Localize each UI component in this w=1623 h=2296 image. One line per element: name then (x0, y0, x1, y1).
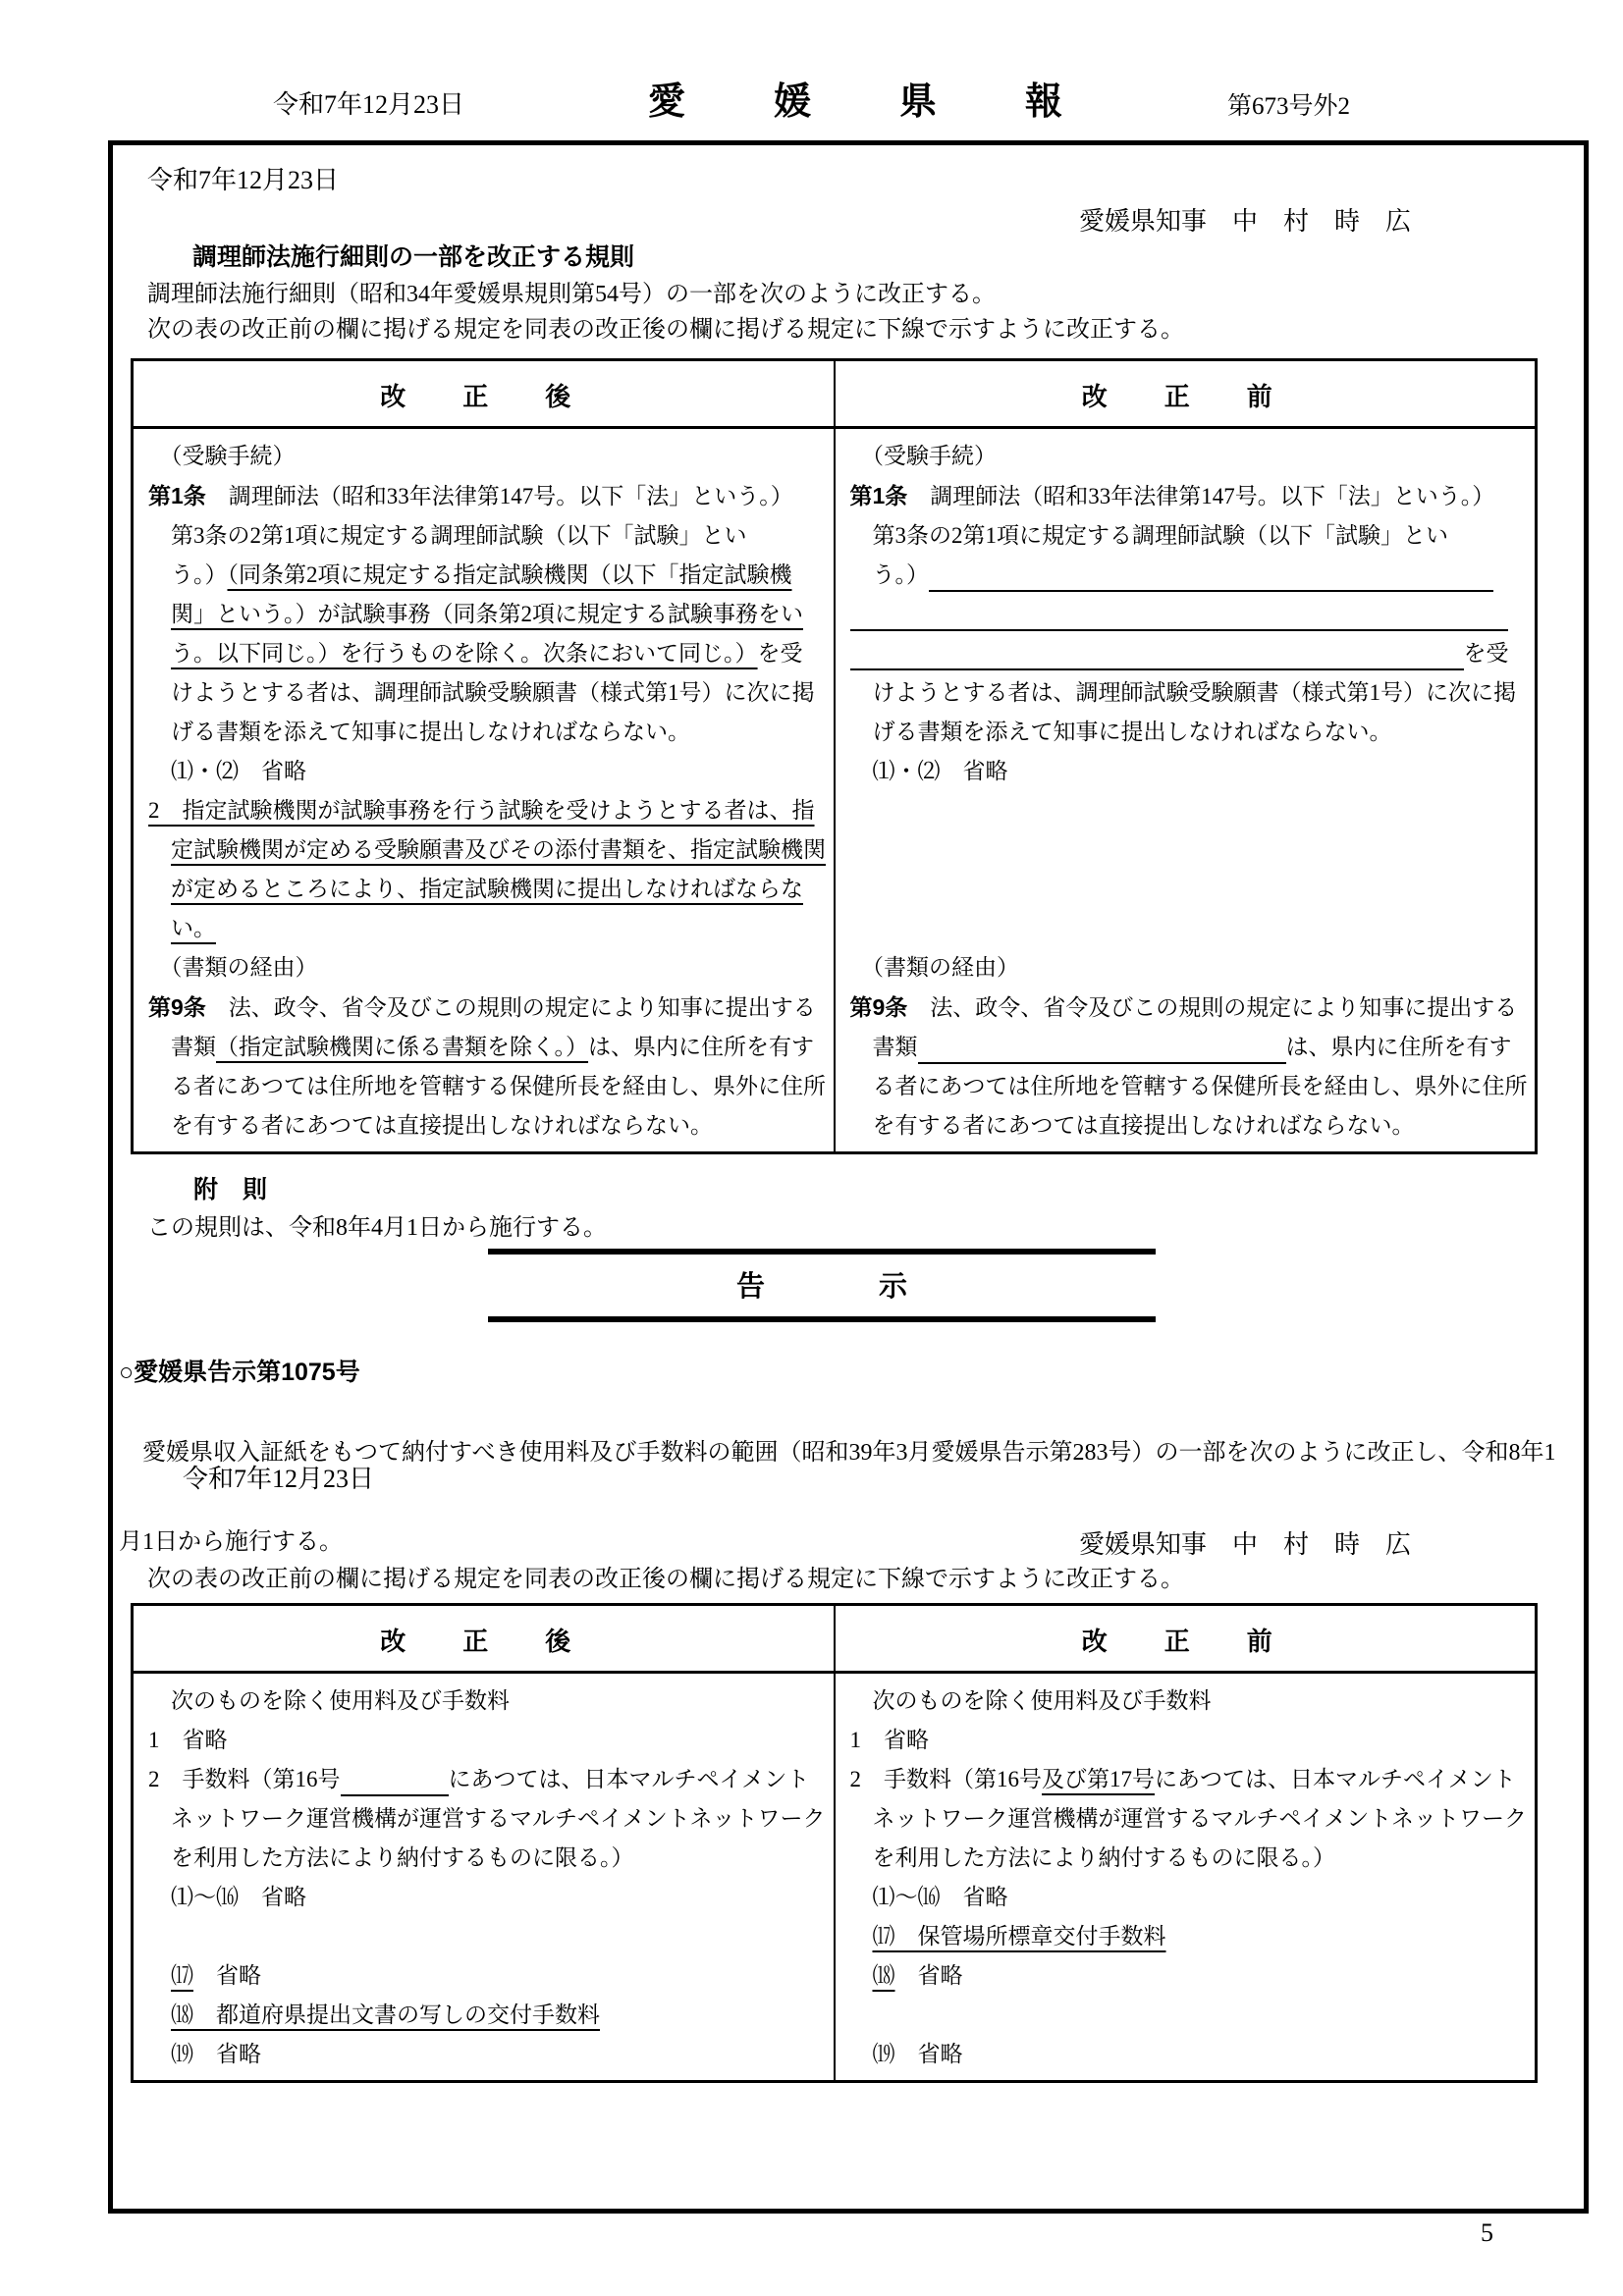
text-segment: い。 (171, 916, 216, 940)
text-segment: 調理師法（昭和33年法律第147号。以下「法」という。） (907, 484, 1495, 508)
table2-cell-before (834, 1674, 1536, 2080)
text-segment: 省略 (894, 1963, 963, 1988)
notice2-date: 令和7年12月23日 (183, 1465, 375, 1493)
text-segment: 次のものを除く使用料及び手数料 (148, 1688, 510, 1713)
text-line (850, 2035, 1526, 2074)
table1-cell-after (134, 429, 834, 1151)
text-line (148, 1106, 824, 1146)
text-line (850, 1878, 1526, 1917)
text-segment (148, 877, 171, 901)
text-segment: う。以下同じ。）を行うものを除く。次条において同じ。） (171, 641, 758, 666)
text-line (850, 988, 1526, 1028)
gazette-title: 愛 媛 県 報 (648, 81, 1089, 123)
text-line (148, 1028, 824, 1067)
text-segment: けようとする者は、調理師試験受験願書（様式第1号）に次に掲 (849, 680, 1516, 705)
text-line (850, 909, 1526, 948)
text-segment: ネットワーク運営機構が運営するマルチペイメントネットワーク (849, 1806, 1528, 1831)
blank-underline (850, 634, 1464, 670)
text-line (148, 988, 824, 1028)
text-segment: 2 手数料（第16号 (849, 1767, 1042, 1791)
text-line (148, 634, 824, 673)
text-line (148, 870, 824, 909)
text-line (148, 1839, 824, 1878)
text-segment (148, 2002, 171, 2027)
text-line (850, 556, 1526, 595)
text-line (148, 1917, 824, 1956)
notice2-intro-line1: 愛媛県収入証紙をもつて納付すべき使用料及び手数料の範囲（昭和39年3月愛媛県告示第283号）の一部を次のように改正し、令和8年1 (119, 1440, 1556, 1466)
governor-signature-1: 愛媛県知事 中 村 時 広 (1078, 207, 1411, 236)
text-line (850, 673, 1526, 713)
text-segment: ⒄ (171, 1963, 193, 1988)
table2-header-row (134, 1606, 1535, 1674)
text-segment: ⑴～⒃ 省略 (849, 1885, 1008, 1909)
issue-number: 第673号外2 (1227, 93, 1351, 120)
text-segment: は、県内に住所を有す (588, 1035, 815, 1059)
text-segment: 関」という。）が試験事務（同条第2項に規定する試験事務をい (171, 602, 803, 626)
text-segment: を利用した方法により納付するものに限る。） (849, 1845, 1335, 1870)
text-segment: にあつては、日本マルチペイメント (448, 1767, 810, 1791)
text-segment: 書類 (849, 1035, 918, 1059)
kokuji-banner-label: 告 示 (735, 1271, 907, 1303)
text-segment: ⑴～⒃ 省略 (148, 1885, 306, 1909)
text-segment (850, 1924, 873, 1949)
regulation-intro-1: 調理師法施行細則（昭和34年愛媛県規則第54号）の一部を次のように改正する。 (147, 282, 996, 307)
text-line (148, 752, 824, 791)
table1-header-before: 改 正 前 (834, 361, 1536, 426)
text-segment (148, 916, 171, 940)
text-segment: 第1条 (148, 483, 206, 508)
governor-signature-2: 愛媛県知事 中 村 時 広 (1078, 1530, 1411, 1559)
text-segment: けようとする者は、調理師試験受験願書（様式第1号）に次に掲 (148, 680, 815, 705)
kokuji-banner (488, 1249, 1156, 1322)
text-segment: を受 (757, 641, 803, 666)
text-line (850, 1106, 1526, 1146)
text-line (148, 1799, 824, 1839)
text-line (148, 1760, 824, 1799)
table1-body-row (134, 429, 1535, 1151)
text-line (850, 1799, 1526, 1839)
text-line (148, 713, 824, 752)
notice1-date: 令和7年12月23日 (147, 166, 340, 194)
text-line (148, 948, 824, 988)
text-segment: 調理師法（昭和33年法律第147号。以下「法」という。） (205, 484, 793, 508)
text-line (850, 713, 1526, 752)
text-segment (148, 641, 171, 666)
amendment-table-1 (131, 358, 1538, 1154)
text-line (850, 1839, 1526, 1878)
amendment-table-2 (131, 1603, 1538, 2083)
text-segment: （受験手続） (849, 444, 997, 468)
text-segment: ⒅ (872, 1963, 895, 1988)
text-segment: は、県内に住所を有す (1285, 1035, 1512, 1059)
text-segment: ⒄ 保管場所標章交付手数料 (872, 1924, 1166, 1949)
text-segment: （書類の経由） (148, 955, 318, 980)
header-date: 令和7年12月23日 (273, 90, 465, 119)
text-line (148, 437, 824, 476)
text-line (148, 1682, 824, 1721)
text-line (850, 752, 1526, 791)
supplementary-provision-body: この規則は、令和8年4月1日から施行する。 (147, 1215, 607, 1241)
text-line (148, 1996, 824, 2035)
text-segment: 第9条 (849, 994, 908, 1020)
text-line (850, 1956, 1526, 1996)
text-line (850, 1917, 1526, 1956)
text-segment: を有する者にあつては直接提出しなければならない。 (849, 1113, 1415, 1138)
text-segment: を有する者にあつては直接提出しなければならない。 (148, 1113, 713, 1138)
text-segment: る者にあつては住所地を管轄する保健所長を経由し、県外に住所 (148, 1074, 826, 1098)
table2-cell-after (134, 1674, 834, 2080)
text-segment: る者にあつては住所地を管轄する保健所長を経由し、県外に住所 (849, 1074, 1528, 1098)
text-segment: 法、政令、省令及びこの規則の規定により知事に提出する (907, 995, 1518, 1020)
text-line (850, 1760, 1526, 1799)
text-line (148, 516, 824, 556)
text-segment: を受 (1463, 641, 1509, 666)
text-segment: が定めるところにより、指定試験機関に提出しなければならな (171, 877, 803, 901)
text-line (850, 437, 1526, 476)
text-line (148, 909, 824, 948)
notice2-intro-2: 次の表の改正前の欄に掲げる規定を同表の改正後の欄に掲げる規定に下線で示すように改正する。 (147, 1567, 1184, 1592)
text-line (148, 556, 824, 595)
blank-underline (850, 595, 1508, 631)
text-line (148, 1067, 824, 1106)
text-segment: にあつては、日本マルチペイメント (1155, 1767, 1516, 1791)
text-line (850, 1682, 1526, 1721)
text-segment: 2 指定試験機関が試験事務を行う試験を受けようとする者は、指 (148, 798, 815, 823)
text-line (148, 476, 824, 516)
text-segment: げる書類を添えて知事に提出しなければならない。 (849, 720, 1392, 744)
text-segment: （受験手続） (148, 444, 296, 468)
text-line (850, 1721, 1526, 1760)
blank-underline (918, 1028, 1286, 1064)
table2-header-before: 改 正 前 (834, 1606, 1536, 1671)
text-segment: （指定試験機関に係る書類を除く。） (216, 1035, 589, 1059)
blank-underline (929, 556, 1493, 592)
text-line (148, 830, 824, 870)
text-line (850, 634, 1526, 673)
text-segment: 書類 (148, 1035, 216, 1059)
text-line (850, 1067, 1526, 1106)
text-line (148, 673, 824, 713)
text-segment: 省略 (193, 1963, 261, 1988)
table2-body-row (134, 1674, 1535, 2080)
text-segment: 定試験機関が定める受験願書及びその添付書類を、指定試験機関 (171, 837, 826, 862)
text-line (850, 1996, 1526, 2035)
text-line (850, 476, 1526, 516)
text-segment: 法、政令、省令及びこの規則の規定により知事に提出する (205, 995, 816, 1020)
text-segment (148, 837, 171, 862)
text-line (850, 516, 1526, 556)
text-segment: 第3条の2第1項に規定する調理師試験（以下「試験」とい (849, 523, 1448, 548)
page-number: 5 (1481, 2218, 1493, 2247)
table2-header-after: 改 正 後 (380, 1627, 587, 1656)
text-segment: 1 省略 (849, 1728, 929, 1752)
text-segment: ⑴・⑵ 省略 (849, 759, 1008, 783)
text-segment: う。） (849, 562, 929, 587)
text-line (850, 791, 1526, 830)
text-line (148, 2035, 824, 2074)
text-segment: ⑴・⑵ 省略 (148, 759, 306, 783)
text-segment: う。） (148, 562, 228, 587)
text-segment: 2 手数料（第16号 (148, 1767, 341, 1791)
text-segment: ⒅ 都道府県提出文書の写しの交付手数料 (171, 2002, 600, 2027)
text-segment: ⒆ 省略 (148, 2042, 261, 2066)
regulation-title: 調理師法施行細則の一部を改正する規則 (192, 243, 635, 271)
notice2-number: ○愛媛県告示第1075号 (119, 1359, 360, 1386)
text-segment: 第3条の2第1項に規定する調理師試験（以下「試験」とい (148, 523, 747, 548)
text-segment: 第1条 (849, 483, 908, 508)
supplementary-provision-title: 附 則 (193, 1176, 268, 1203)
text-segment: ネットワーク運営機構が運営するマルチペイメントネットワーク (148, 1806, 826, 1831)
table1-header-row (134, 361, 1535, 429)
text-segment: 第9条 (148, 994, 206, 1020)
text-segment: げる書類を添えて知事に提出しなければならない。 (148, 720, 690, 744)
text-line (850, 870, 1526, 909)
text-segment: 1 省略 (148, 1728, 228, 1752)
text-line (148, 1956, 824, 1996)
text-line (850, 948, 1526, 988)
text-line (850, 1028, 1526, 1067)
text-line (148, 791, 824, 830)
regulation-intro-2: 次の表の改正前の欄に掲げる規定を同表の改正後の欄に掲げる規定に下線で示すように改正する。 (147, 317, 1184, 343)
notice2-intro-line2: 月1日から施行する。 (119, 1529, 343, 1555)
text-segment (850, 1963, 873, 1988)
text-segment: （書類の経由） (849, 955, 1019, 980)
blank-underline (341, 1760, 449, 1796)
text-segment: 及び第17号 (1042, 1767, 1155, 1791)
text-line (850, 595, 1526, 634)
text-segment: 次のものを除く使用料及び手数料 (849, 1688, 1212, 1713)
text-segment (148, 602, 171, 626)
text-line (148, 1878, 824, 1917)
text-segment: ⒆ 省略 (849, 2042, 963, 2066)
text-line (148, 1721, 824, 1760)
table1-cell-before (834, 429, 1536, 1151)
text-segment (148, 1963, 171, 1988)
table1-header-after: 改 正 後 (380, 382, 587, 411)
text-line (850, 830, 1526, 870)
text-line (148, 595, 824, 634)
text-segment: （同条第2項に規定する指定試験機関（以下「指定試験機 (227, 562, 792, 587)
text-segment: を利用した方法により納付するものに限る。） (148, 1845, 634, 1870)
content-frame (108, 140, 1589, 2214)
